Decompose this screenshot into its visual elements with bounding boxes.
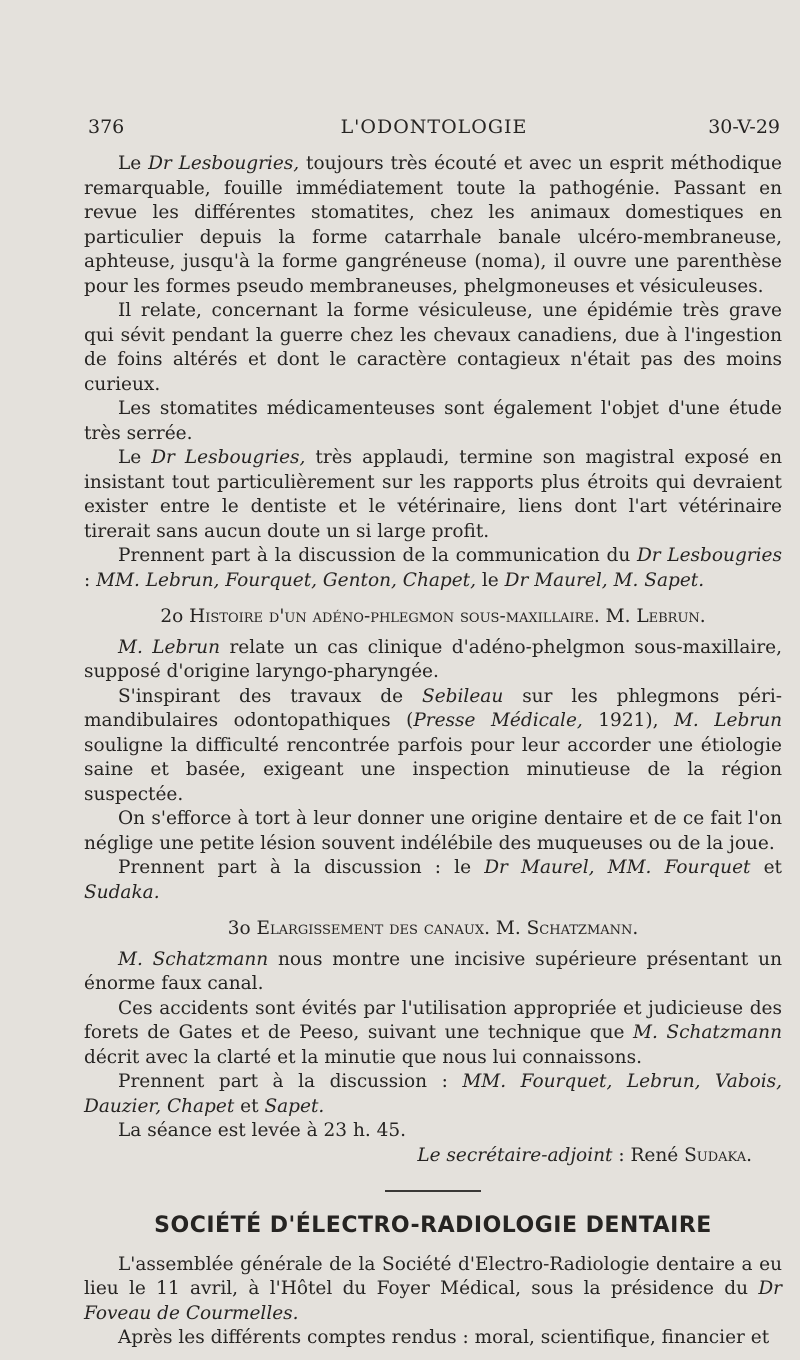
paragraph: Le Dr Lesbougries, très applaudi, termine son magistral exposé en insistant tout particulièrement sur les rapports plus étroits qui devraient exister entre le dentiste et le vétérinaire, liens dont l'art vétérinaire tirerait sans aucun doute un si large profit. <box>84 447 782 542</box>
paragraph: L'assemblée générale de la Société d'Electro-Radiologie dentaire a eu lieu le 11 avril, à l'Hôtel du Foyer Médical, sous la présidence du Dr Foveau de Courmelles. <box>84 1253 782 1324</box>
journal-title: L'ODONTOLOGIE <box>340 116 528 138</box>
paragraph: On s'efforce à tort à leur donner une origine dentaire et de ce fait l'on néglige une petite lésion souvent indélébile des muqueuses ou de la joue. <box>84 808 782 854</box>
paragraph: M. Schatzmann nous montre une incisive supérieure présentant un énorme faux canal. <box>84 948 782 994</box>
paragraph: Il relate, concernant la forme vésiculeuse, une épidémie très grave qui sévit pendant la guerre chez les chevaux canadiens, due à l'ingestion de foins altérés et dont le caractère contagieux n'était pas des moins curieux. <box>84 300 782 395</box>
page-body <box>84 152 782 1351</box>
issue-date: 30-V-29 <box>708 116 780 138</box>
page-header <box>88 116 780 144</box>
paragraph: Après les différents comptes rendus : moral, scientifique, financier et <box>118 1327 770 1348</box>
paragraph: Prennent part à la discussion : le Dr Maurel, MM. Fourquet et Sudaka. <box>84 857 782 903</box>
paragraph: Les stomatites médicamenteuses sont également l'objet d'une étude très serrée. <box>84 398 782 444</box>
separator-rule <box>385 1190 481 1192</box>
page-number: 376 <box>88 116 125 138</box>
paragraph: Ces accidents sont évités par l'utilisation appropriée et judicieuse des forets de Gates et de Peeso, suivant une technique que M. Schatzmann décrit avec la clarté et la minutie que nous lui connaissons. <box>84 997 782 1068</box>
section-heading: 2o Histoire d'un adéno-phlegmon sous-maxillaire. M. Lebrun. <box>160 606 706 627</box>
section-heading: 3o Elargissement des canaux. M. Schatzmann. <box>227 918 639 939</box>
signature: Le secrétaire-adjoint : René Sudaka. <box>417 1144 752 1166</box>
paragraph: Le Dr Lesbougries, toujours très écouté et avec un esprit méthodique remarquable, fouille immédiatement toute la pathogénie. Passant en revue les différentes stomatites, chez les animaux domestiques en particulier depuis la forme catarrhale banale ulcéro-membraneuse, aphteuse, jusqu'à la forme gangréneuse (noma), il ouvre une parenthèse pour les formes pseudo membraneuses, phelgmoneuses et vésiculeuses. <box>84 153 782 297</box>
paragraph: Prennent part à la discussion : MM. Fourquet, Lebrun, Vabois, Dauzier, Chapet et Sapet. <box>84 1071 783 1117</box>
section-title: SOCIÉTÉ D'ÉLECTRO-RADIOLOGIE DENTAIRE <box>154 1213 712 1238</box>
paragraph: S'inspirant des travaux de Sebileau sur les phlegmons péri-mandibulaires odontopathiques (Presse Médicale, 1921), M. Lebrun souligne la difficulté rencontrée parfois pour leur accorder une étiologie saine et basée, exigeant une inspection minutieuse de la région suspectée. <box>84 685 783 805</box>
paragraph: M. Lebrun relate un cas clinique d'adéno-phelgmon sous-maxillaire, supposé d'origine laryngo-pharyngée. <box>84 636 782 682</box>
paragraph: La séance est levée à 23 h. 45. <box>118 1120 407 1141</box>
paragraph: Prennent part à la discussion de la communication du Dr Lesbougries : MM. Lebrun, Fourquet, Genton, Chapet, le Dr Maurel, M. Sapet. <box>84 545 782 591</box>
